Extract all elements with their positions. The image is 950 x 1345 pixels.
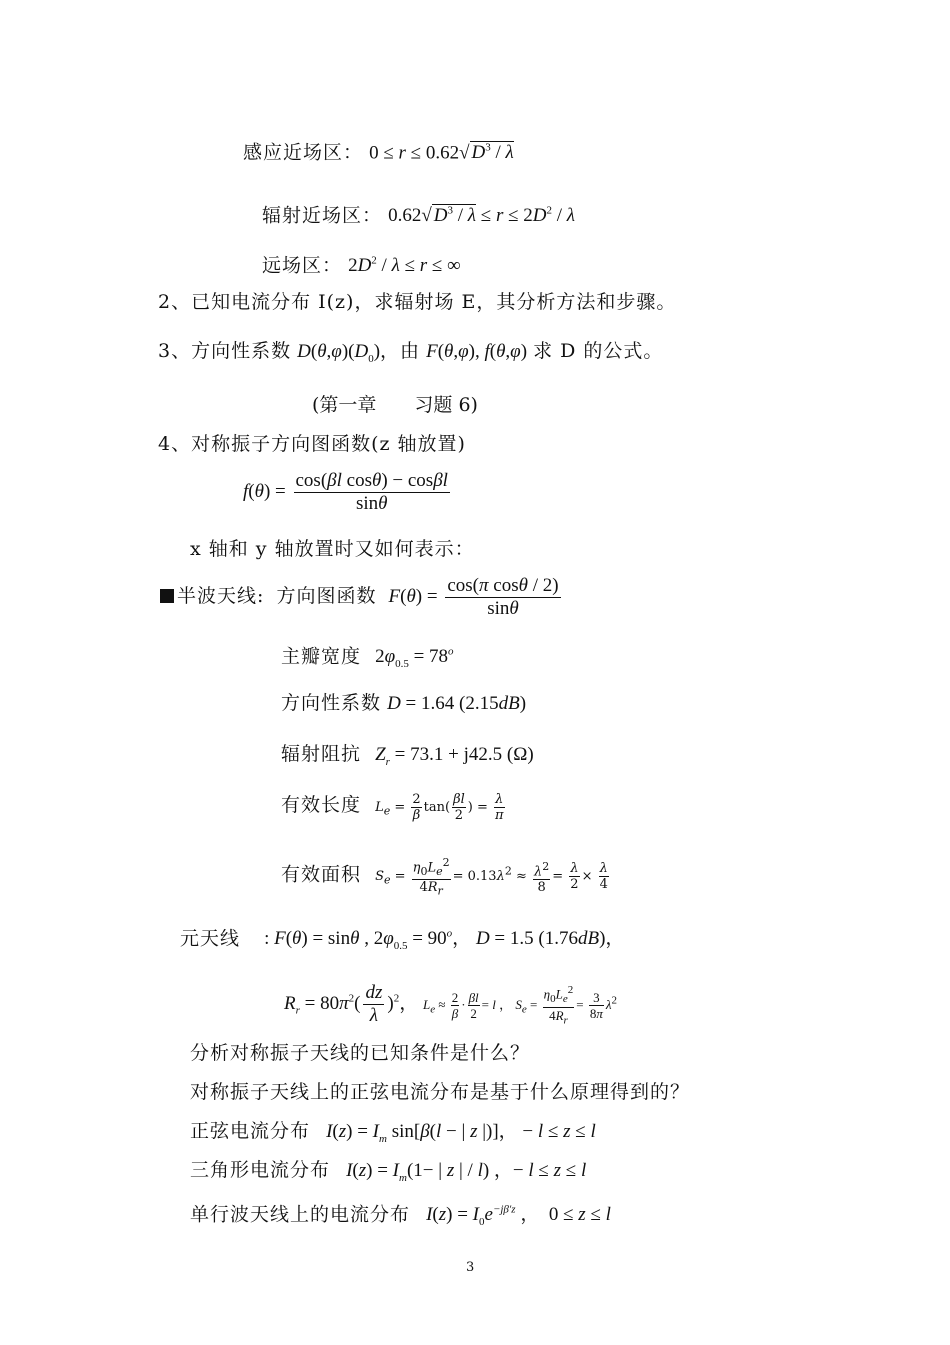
beamwidth-line: 主瓣宽度 $2\varphi_{0.5} = 78^o$ xyxy=(281,645,454,671)
induction-label: 感应近场区： xyxy=(243,141,364,164)
element-params-line: $R_r = 80\pi^2$( $\frac{dz}{\lambda}$ )$^2$， $L_e$ ≈ $\frac{2}{\beta}$ · $\frac{\beta l}{2}$ = l ， $S_e$ = $\frac{\eta_0L_e^2}{4R_r}$ = $\frac{3}{8\pi}$ $\lambda^2$ xyxy=(284,982,617,1027)
directivity-symbol: $D(\theta,\varphi)(D_0)$ xyxy=(297,341,381,365)
sine-current-line: 正弦电流分布 $I(z) = I_m$ sin[β(l − | z |)]， − l ≤ z ≤ l xyxy=(190,1120,596,1145)
pattern-functions: F(θ,φ), f(θ,φ) xyxy=(426,341,528,362)
dipole-pattern-formula: f(θ) = $\frac{\text{cos(βl cosθ) − cosβl}}{\sin\theta}$ xyxy=(243,470,448,514)
impedance-line: 辐射阻抗 $Z_r = 73.1 + j42.5$ (Ω) xyxy=(281,743,534,768)
question-3-note: (第一章 习题 6) xyxy=(312,394,478,416)
question-4-followup: x 轴和 y 轴放置时又如何表示： xyxy=(190,538,475,560)
radiating-formula: 0.62√ $D^3 / \lambda \le r \le 2D^2 / \lambda$ xyxy=(388,205,576,227)
effective-area-line: 有效面积 $S_e$ = $\frac{\eta_0L_e^2}{4R_r}$ = $0.13\lambda^2$ ≈ $\frac{\lambda^2}{8}$ = $\frac{\lambda}{2}$ × $\frac{\lambda}{4}$ xyxy=(281,856,608,898)
half-wave-title: 半波天线: xyxy=(177,584,265,607)
radiating-label: 辐射近场区： xyxy=(262,204,383,227)
effective-length-line: 有效长度 $L_e$ = $\frac{2}{\beta}$ tan( $\frac{\beta l}{2}$ ) = $\frac{\lambda}{\pi}$ xyxy=(281,792,504,823)
question-4: 4、对称振子方向图函数(z 轴放置) xyxy=(158,433,466,455)
question-2: 2、已知电流分布 I(z)，求辐射场 E，其分析方法和步骤。 xyxy=(158,291,677,313)
bullet-square-icon xyxy=(160,589,174,603)
far-formula: $2D^2 / \lambda \le r$ ≤ ∞ xyxy=(348,255,461,277)
page-number: 3 xyxy=(466,1260,475,1275)
directivity-line: 方向性系数 D = 1.64 (2.15dB) xyxy=(281,692,527,714)
element-title: 元天线 xyxy=(180,927,241,950)
far-field-line xyxy=(262,249,461,278)
half-wave-pattern-formula: F(θ) = $\frac{\text{cos(π cosθ / 2)}}{\sin\theta}$ xyxy=(388,575,559,619)
induction-formula: 0 ≤ r ≤ 0.62√ $D^3$ / λ xyxy=(369,142,514,164)
triangle-current-line: 三角形电流分布 $I(z) = I_m(1-$ | z | / l) ，− l ≤ z ≤ l xyxy=(190,1159,587,1184)
induction-near-field-line xyxy=(243,136,514,165)
question-3: 3、方向性系数 $D(\theta,\varphi)(D_0)$，由 F(θ,φ), f(θ,φ) 求 D 的公式。 xyxy=(158,340,664,365)
far-label: 远场区： xyxy=(262,254,343,277)
half-wave-pattern-line: 半波天线: 方向图函数 F(θ) = $\frac{\text{cos(π cosθ / 2)}}{\sin\theta}$ xyxy=(160,575,564,620)
element-antenna-line: 元天线 : F(θ) = sinθ , $2\varphi_{0.5} = 90^o$， D = 1.5 (1.76dB)， xyxy=(180,927,625,953)
question-dipole-conditions: 分析对称振子天线的已知条件是什么？ xyxy=(190,1042,531,1064)
traveling-current-line: 单行波天线上的电流分布 $I(z) = I_0e^{-j\beta'z}$ ， 0 ≤ z ≤ l xyxy=(190,1203,611,1229)
question-sine-current-principle: 对称振子天线上的正弦电流分布是基于什么原理得到的？ xyxy=(190,1081,691,1103)
radiating-near-field-line xyxy=(262,199,575,228)
